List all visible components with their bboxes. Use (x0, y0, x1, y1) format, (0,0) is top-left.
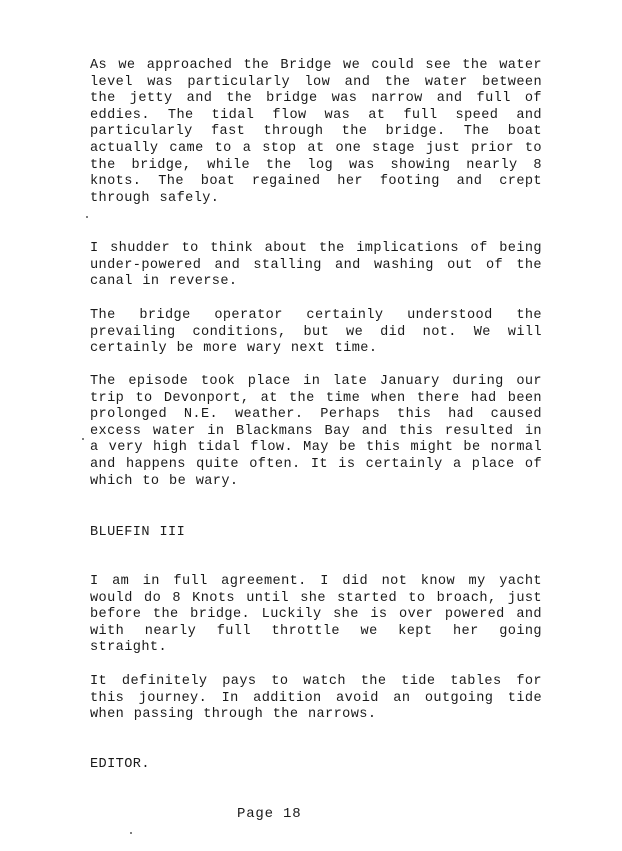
paragraph-under-powered: I shudder to think about the implications of being under-powered and stalling and washing out of the canal in reverse. (90, 241, 542, 290)
scan-speck (130, 832, 132, 834)
scan-speck (86, 216, 88, 218)
signature-editor: EDITOR. (90, 757, 150, 772)
paragraph-episode: The episode took place in late January during our trip to Devonport, at the time when there had been prolonged N.E. weather. Perhaps this had caused excess water in Blackmans Bay and this resulted in a very high tidal flow. May be this might be normal and happens quite often. It is certainly a place of which to be wary. (90, 374, 542, 489)
paragraph-editor-reply: I am in full agreement. I did not know my yacht would do 8 Knots until she started to broach, just before the bridge. Luckily she is over powered and with nearly full throttle we kept her going straight. (90, 574, 542, 656)
paragraph-bridge-operator: The bridge operator certainly understood the prevailing conditions, but we did not. We will certainly be more wary next time. (90, 308, 542, 357)
paragraph-tide-tables: It definitely pays to watch the tide tables for this journey. In addition avoid an outgoing tide when passing through the narrows. (90, 674, 542, 723)
page-number: Page 18 (237, 806, 302, 822)
signature-bluefin: BLUEFIN III (90, 525, 186, 540)
paragraph-bridge-approach: As we approached the Bridge we could see the water level was particularly low and the water between the jetty and the bridge was narrow and full of eddies. The tidal flow was at full speed and particularly fast through the bridge. The boat actually came to a stop at one stage just prior to the bridge, while the log was showing nearly 8 knots. The boat regained her footing and crept through safely. (90, 58, 542, 206)
scan-speck (82, 438, 84, 440)
